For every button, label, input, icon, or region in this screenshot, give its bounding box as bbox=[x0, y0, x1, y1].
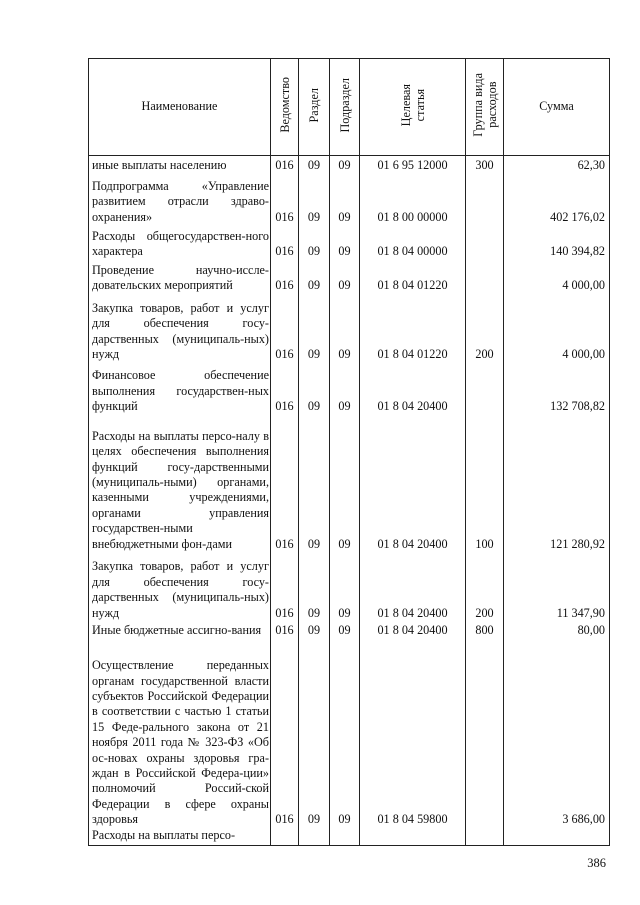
row-name: Осуществление переданных органам государственной власти субъектов Российской Федерации в соответствии с частью 1 статьи 15 Феде-рального закона от 21 ноября 2011 года № 323-ФЗ «Об ос-новах охраны здоровья гра-ждан в Российской Федера-ции» полномочий Россий-ской Федерации в сфере охраны здоровья bbox=[89, 638, 271, 827]
row-razdel: 09 bbox=[299, 173, 330, 225]
row-ved: 016 bbox=[271, 414, 299, 552]
row-gruppa bbox=[466, 259, 504, 293]
row-podrazdel: 09 bbox=[330, 173, 360, 225]
table-row bbox=[89, 414, 610, 552]
row-razdel: 09 bbox=[299, 414, 330, 552]
row-razdel: 09 bbox=[299, 294, 330, 363]
row-celevaya: 01 8 04 01220 bbox=[360, 259, 466, 293]
row-name: Финансовое обеспечение выполнения государствен-ных функций bbox=[89, 363, 271, 415]
row-razdel: 09 bbox=[299, 552, 330, 621]
row-celevaya: 01 8 04 20400 bbox=[360, 621, 466, 638]
row-gruppa bbox=[466, 225, 504, 259]
header-gruppa-line2: расходов bbox=[484, 81, 499, 128]
row-name: Подпрограмма «Управление развитием отрасли здраво-охранения» bbox=[89, 173, 271, 225]
header-name: Наименование bbox=[89, 59, 271, 156]
table-row bbox=[89, 638, 610, 827]
row-gruppa bbox=[466, 828, 504, 846]
row-ved bbox=[271, 828, 299, 846]
row-gruppa: 300 bbox=[466, 156, 504, 174]
row-gruppa bbox=[466, 363, 504, 415]
row-name: Проведение научно-иссле-довательских мероприятий bbox=[89, 259, 271, 293]
row-summa: 140 394,82 bbox=[504, 225, 610, 259]
row-ved: 016 bbox=[271, 259, 299, 293]
row-summa: 402 176,02 bbox=[504, 173, 610, 225]
row-summa: 132 708,82 bbox=[504, 363, 610, 415]
row-gruppa: 200 bbox=[466, 294, 504, 363]
row-gruppa: 100 bbox=[466, 414, 504, 552]
row-celevaya: 01 8 04 59800 bbox=[360, 638, 466, 827]
row-summa bbox=[504, 828, 610, 846]
row-ved: 016 bbox=[271, 552, 299, 621]
row-podrazdel: 09 bbox=[330, 156, 360, 174]
table-row bbox=[89, 828, 610, 846]
table-row bbox=[89, 259, 610, 293]
row-summa: 11 347,90 bbox=[504, 552, 610, 621]
row-summa: 3 686,00 bbox=[504, 638, 610, 827]
row-summa: 62,30 bbox=[504, 156, 610, 174]
row-razdel: 09 bbox=[299, 156, 330, 174]
header-razdel bbox=[299, 59, 330, 156]
header-summa: Сумма bbox=[504, 59, 610, 156]
header-gruppa-line1: Группа вида bbox=[470, 72, 485, 137]
row-podrazdel: 09 bbox=[330, 638, 360, 827]
row-summa: 80,00 bbox=[504, 621, 610, 638]
row-ved: 016 bbox=[271, 225, 299, 259]
header-gruppa bbox=[466, 59, 504, 156]
row-podrazdel: 09 bbox=[330, 621, 360, 638]
row-podrazdel: 09 bbox=[330, 294, 360, 363]
header-podrazdel bbox=[330, 59, 360, 156]
row-podrazdel: 09 bbox=[330, 363, 360, 415]
row-celevaya bbox=[360, 828, 466, 846]
row-ved: 016 bbox=[271, 363, 299, 415]
table-row bbox=[89, 156, 610, 174]
header-gruppa-label bbox=[471, 73, 499, 137]
header-celevaya-label bbox=[399, 84, 427, 126]
row-razdel: 09 bbox=[299, 621, 330, 638]
row-razdel bbox=[299, 828, 330, 846]
page-number: 386 bbox=[587, 856, 606, 870]
table-body bbox=[89, 156, 610, 846]
row-summa: 121 280,92 bbox=[504, 414, 610, 552]
row-ved: 016 bbox=[271, 638, 299, 827]
row-razdel: 09 bbox=[299, 363, 330, 415]
row-podrazdel: 09 bbox=[330, 414, 360, 552]
row-name: Расходы на выплаты персо-налу в целях обеспечения выполнения функций госу-дарственными (муниципаль-ными) органами, казенными учреждениями, органами управления государствен-ными внебюджетными фон-дами bbox=[89, 414, 271, 552]
row-celevaya: 01 8 04 00000 bbox=[360, 225, 466, 259]
table-row bbox=[89, 363, 610, 415]
row-podrazdel: 09 bbox=[330, 225, 360, 259]
row-name: Закупка товаров, работ и услуг для обеспечения госу-дарственных (муниципаль-ных) нужд bbox=[89, 552, 271, 621]
table-row bbox=[89, 294, 610, 363]
table-row bbox=[89, 173, 610, 225]
table-row bbox=[89, 225, 610, 259]
row-celevaya: 01 6 95 12000 bbox=[360, 156, 466, 174]
table-header bbox=[89, 59, 610, 156]
header-podrazdel-label: Подраздел bbox=[337, 77, 352, 133]
row-name: Расходы общегосударствен-ного характера bbox=[89, 225, 271, 259]
row-razdel: 09 bbox=[299, 638, 330, 827]
row-razdel: 09 bbox=[299, 259, 330, 293]
budget-table bbox=[88, 58, 610, 846]
row-summa: 4 000,00 bbox=[504, 259, 610, 293]
row-ved: 016 bbox=[271, 156, 299, 174]
row-ved: 016 bbox=[271, 294, 299, 363]
row-name: Закупка товаров, работ и услуг для обеспечения госу-дарственных (муниципаль-ных) нужд bbox=[89, 294, 271, 363]
row-celevaya: 01 8 04 20400 bbox=[360, 363, 466, 415]
row-podrazdel: 09 bbox=[330, 259, 360, 293]
row-name: Иные бюджетные ассигно-вания bbox=[89, 621, 271, 638]
header-celevaya-line1: Целевая bbox=[398, 83, 413, 126]
row-celevaya: 01 8 04 20400 bbox=[360, 552, 466, 621]
table-row bbox=[89, 552, 610, 621]
row-summa: 4 000,00 bbox=[504, 294, 610, 363]
row-celevaya: 01 8 04 01220 bbox=[360, 294, 466, 363]
header-celevaya bbox=[360, 59, 466, 156]
table-row bbox=[89, 621, 610, 638]
row-podrazdel bbox=[330, 828, 360, 846]
row-gruppa bbox=[466, 173, 504, 225]
row-celevaya: 01 8 04 20400 bbox=[360, 414, 466, 552]
row-name: Расходы на выплаты персо- bbox=[89, 828, 271, 846]
row-podrazdel: 09 bbox=[330, 552, 360, 621]
header-ved bbox=[271, 59, 299, 156]
row-ved: 016 bbox=[271, 621, 299, 638]
row-celevaya: 01 8 00 00000 bbox=[360, 173, 466, 225]
row-name: иные выплаты населению bbox=[89, 156, 271, 174]
row-razdel: 09 bbox=[299, 225, 330, 259]
row-gruppa: 800 bbox=[466, 621, 504, 638]
row-gruppa: 200 bbox=[466, 552, 504, 621]
header-razdel-label: Раздел bbox=[307, 87, 321, 123]
header-ved-label: Ведомство bbox=[277, 76, 292, 133]
header-celevaya-line2: статья bbox=[412, 88, 427, 122]
row-gruppa bbox=[466, 638, 504, 827]
row-ved: 016 bbox=[271, 173, 299, 225]
